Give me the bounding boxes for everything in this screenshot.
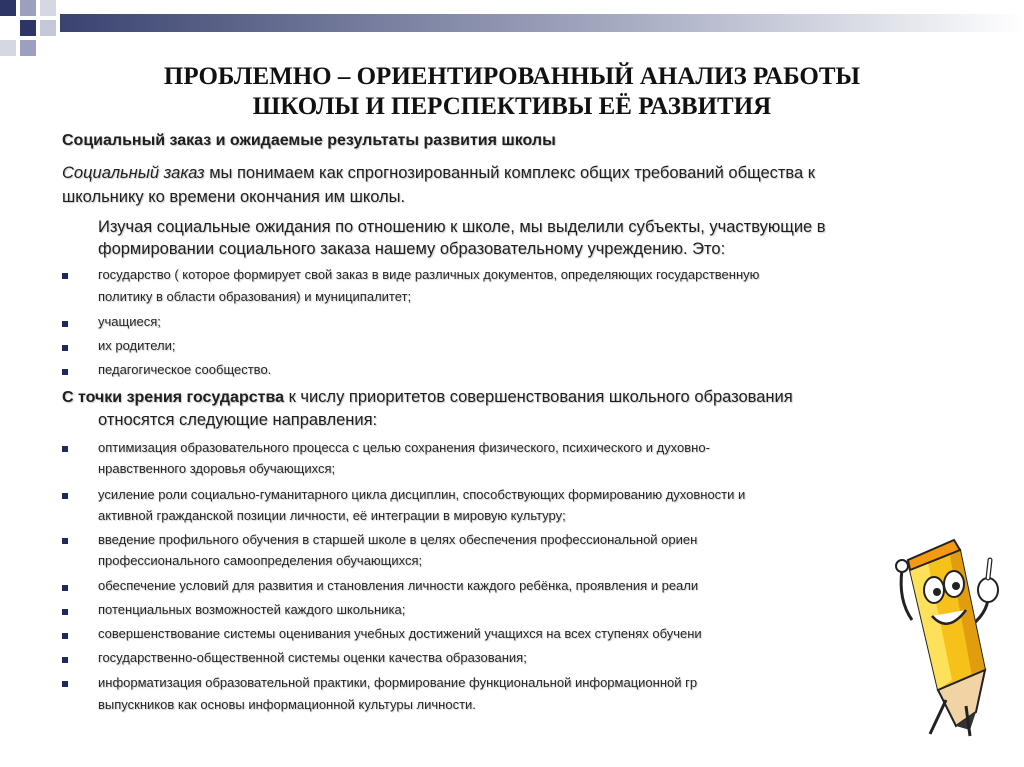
subject-item-2: учащиеся; — [98, 314, 161, 329]
bullet-icon — [62, 657, 68, 663]
deco-square — [20, 40, 36, 56]
para2-line1: Изучая социальные ожидания по отношению к школе, мы выделили субъекты, участвующие в — [98, 218, 826, 236]
pencil-mascot-icon — [890, 530, 1010, 740]
para1-line1 — [62, 164, 815, 183]
deco-square — [0, 0, 16, 16]
bullet-icon — [62, 493, 68, 499]
title-line-2: ШКОЛЫ И ПЕРСПЕКТИВЫ ЕЁ РАЗВИТИЯ — [252, 93, 772, 120]
deco-square — [20, 20, 36, 36]
para1-line1-rest: мы понимаем как спрогнозированный комплекс общих требований общества к — [204, 164, 815, 182]
subject-item-1-line2: политику в области образования) и муниципалитет; — [98, 289, 412, 304]
subject-item-1-line1: государство ( которое формирует свой заказ в виде различных документов, определяющих государственную — [98, 267, 760, 282]
page-title — [60, 62, 964, 122]
direction-3-line2: профессионального самоопределения обучающихся; — [98, 553, 423, 568]
header-decoration — [0, 0, 1024, 60]
direction-5: потенциальных возможностей каждого школьника; — [98, 602, 406, 617]
bullet-icon — [62, 273, 68, 279]
deco-square — [40, 20, 56, 36]
para1-line2: школьнику ко времени окончания им школы. — [62, 188, 406, 206]
bullet-icon — [62, 585, 68, 591]
bullet-icon — [62, 446, 68, 452]
title-line-1: ПРОБЛЕМНО – ОРИЕНТИРОВАННЫЙ АНАЛИЗ РАБОТЫ — [163, 63, 861, 90]
header-bar — [60, 14, 1024, 32]
bullet-icon — [62, 681, 68, 687]
bullet-icon — [62, 633, 68, 639]
para3-term: С точки зрения государства — [62, 389, 284, 406]
bullet-icon — [62, 609, 68, 615]
para2-line2: формировании социального заказа нашему образовательному учреждению. Это: — [98, 240, 726, 258]
direction-2-line2: активной гражданской позиции личности, её интеграции в мировую культуру; — [98, 508, 566, 523]
direction-4: обеспечение условий для развития и становления личности каждого ребёнка, проявления и реали — [98, 578, 699, 593]
para3-line1 — [62, 388, 793, 407]
bullet-icon — [62, 321, 68, 327]
direction-8-line2: выпускников как основы информационной культуры личности. — [98, 697, 476, 712]
deco-square — [20, 0, 36, 16]
deco-square — [0, 40, 16, 56]
subject-item-3: их родители; — [98, 338, 176, 353]
para1-term: Социальный заказ — [62, 164, 205, 182]
direction-8-line1: информатизация образовательной практики, формирование функциональной информационной гр — [98, 675, 698, 690]
subheading: Социальный заказ и ожидаемые результаты развития школы — [62, 132, 556, 149]
bullet-icon — [62, 369, 68, 375]
bullet-icon — [62, 538, 68, 544]
direction-2-line1: усиление роли социально-гуманитарного цикла дисциплин, способствующих формированию духовности и — [98, 487, 746, 502]
para3-line1-rest: к числу приоритетов совершенствования школьного образования — [283, 388, 793, 406]
subject-item-4: педагогическое сообщество. — [98, 362, 272, 377]
deco-square — [40, 0, 56, 16]
direction-1-line2: нравственного здоровья обучающихся; — [98, 461, 336, 476]
direction-3-line1: введение профильного обучения в старшей школе в целях обеспечения профессиональной ориен — [98, 532, 698, 547]
direction-7: государственно-общественной системы оценки качества образования; — [98, 650, 527, 665]
direction-1-line1: оптимизация образовательного процесса с целью сохранения физического, психического и духовно- — [98, 440, 710, 455]
bullet-icon — [62, 345, 68, 351]
direction-6: совершенствование системы оценивания учебных достижений учащихся на всех ступенях обучени — [98, 626, 702, 641]
para3-line2: относятся следующие направления: — [98, 411, 378, 429]
